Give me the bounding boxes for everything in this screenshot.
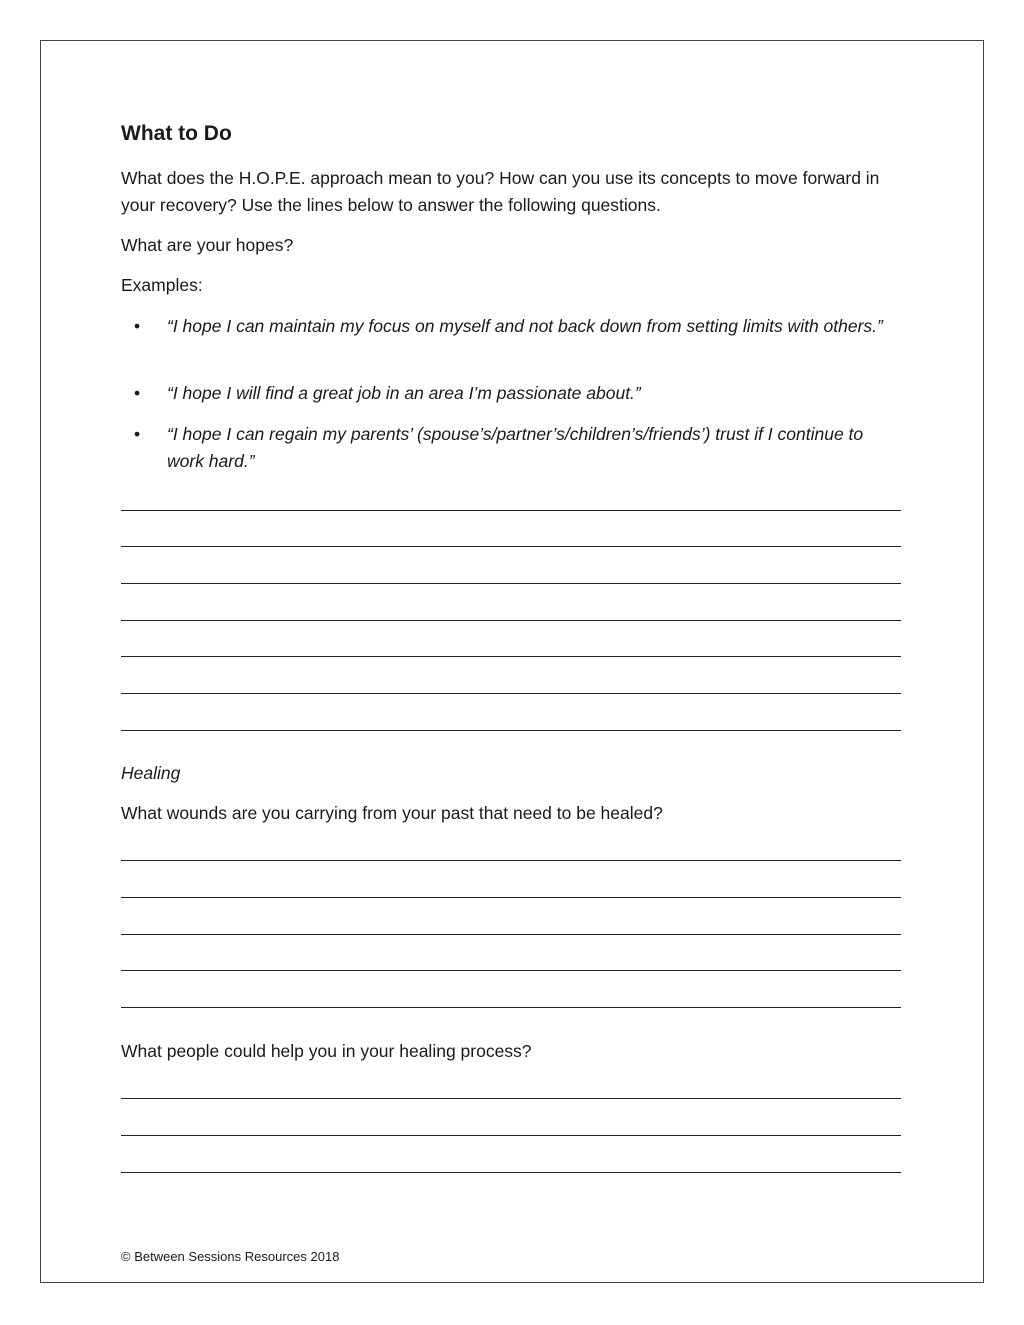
copyright-footer: © Between Sessions Resources 2018	[121, 1249, 340, 1264]
question-hopes: What are your hopes?	[121, 235, 294, 255]
intro-paragraph: What does the H.O.P.E. approach mean to you? How can you use its concepts to move forward in your recovery? Use the lines below to answer the following questions.	[121, 168, 880, 215]
answer-line-hopes[interactable]	[121, 730, 901, 731]
examples-label: Examples:	[121, 275, 203, 295]
answer-line-hopes[interactable]	[121, 656, 901, 657]
example-item: • “I hope I can maintain my focus on myself and not back down from setting limits with others.”	[151, 313, 896, 340]
answer-line-people[interactable]	[121, 1135, 901, 1136]
example-item: • “I hope I can regain my parents’ (spouse’s/partner’s/children’s/friends’) trust if I continue to work hard.”	[151, 421, 896, 475]
answer-line-wounds[interactable]	[121, 1007, 901, 1008]
question-people: What people could help you in your healing process?	[121, 1041, 532, 1061]
answer-line-hopes[interactable]	[121, 583, 901, 584]
example-item: • “I hope I will find a great job in an area I’m passionate about.”	[151, 380, 896, 407]
answer-line-people[interactable]	[121, 1172, 901, 1173]
bullet-icon: •	[134, 383, 141, 403]
page-border	[40, 40, 984, 1283]
section-heading: What to Do	[121, 122, 232, 145]
answer-line-hopes[interactable]	[121, 620, 901, 621]
bullet-icon: •	[134, 424, 141, 444]
answer-line-hopes[interactable]	[121, 693, 901, 694]
answer-line-wounds[interactable]	[121, 897, 901, 898]
answer-line-wounds[interactable]	[121, 970, 901, 971]
answer-line-people[interactable]	[121, 1098, 901, 1099]
answer-line-wounds[interactable]	[121, 934, 901, 935]
answer-line-hopes[interactable]	[121, 546, 901, 547]
answer-line-wounds[interactable]	[121, 860, 901, 861]
question-wounds: What wounds are you carrying from your past that need to be healed?	[121, 803, 663, 823]
bullet-icon: •	[134, 316, 141, 336]
answer-line-hopes[interactable]	[121, 510, 901, 511]
section-label-healing: Healing	[121, 763, 181, 783]
